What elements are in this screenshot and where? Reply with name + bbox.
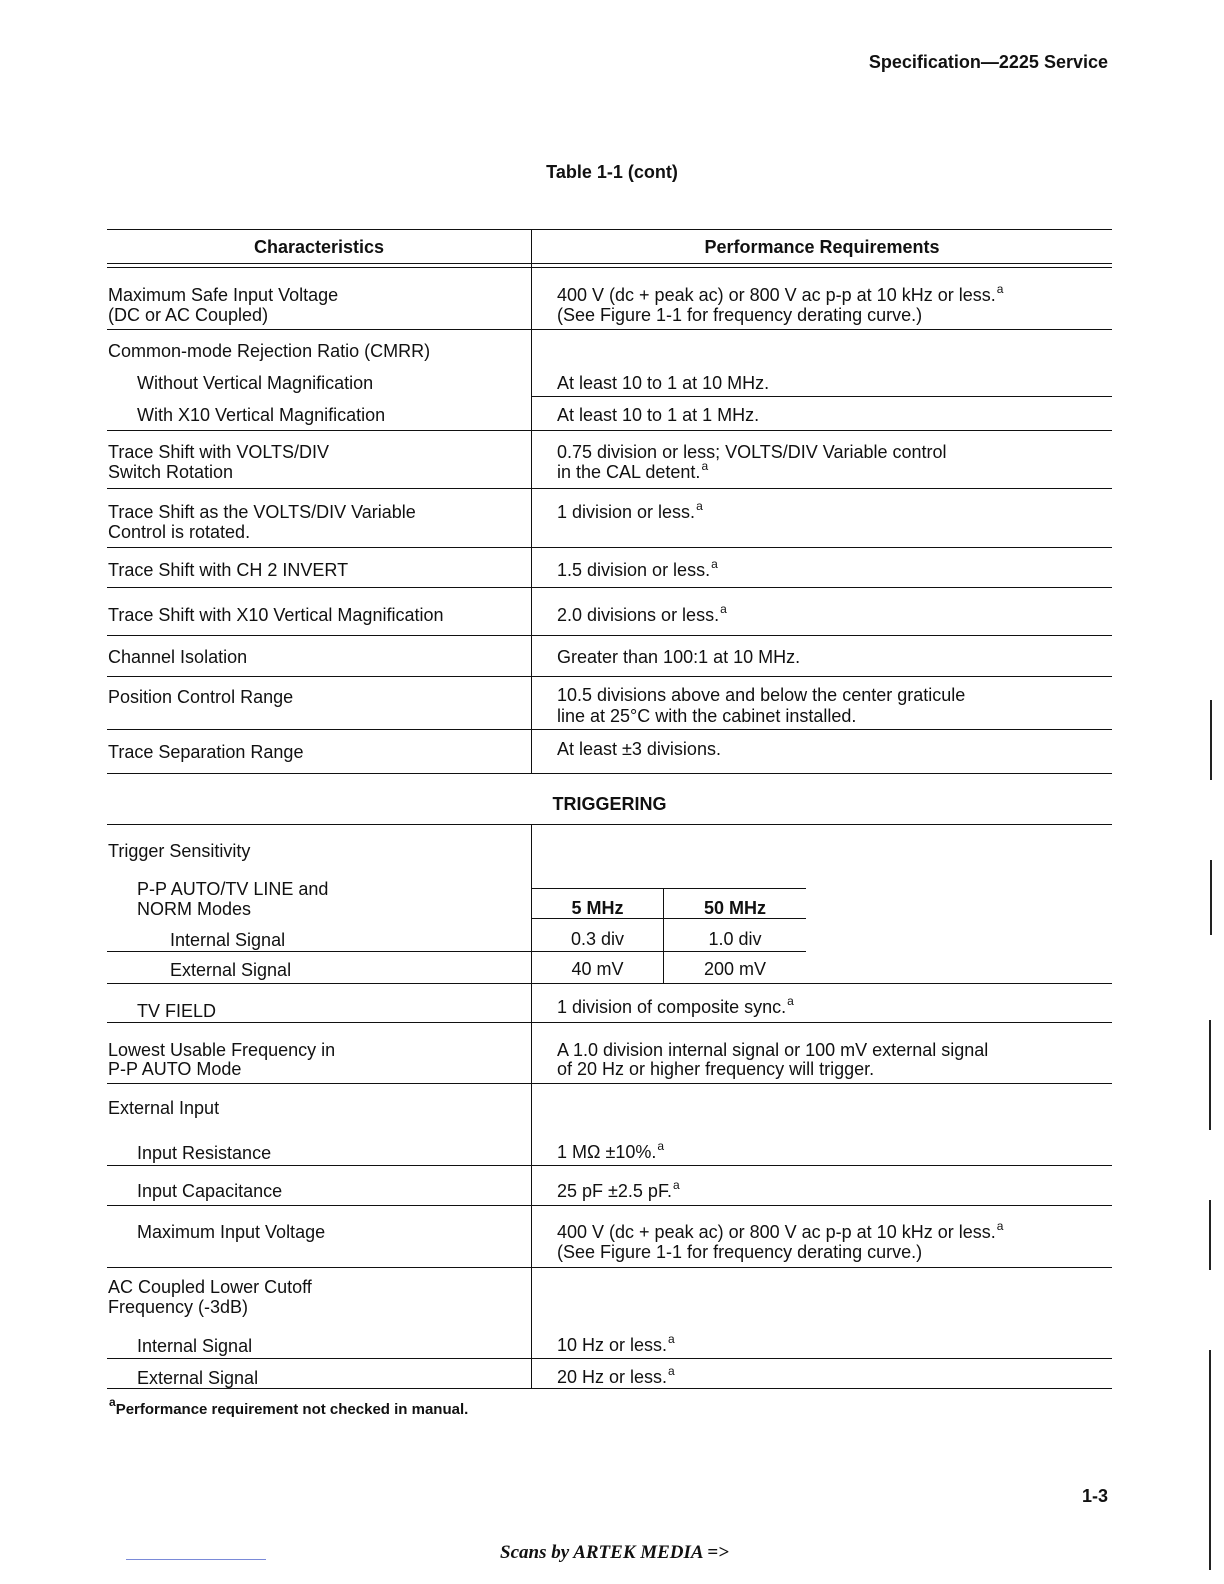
row-value-cmrr-without: At least 10 to 1 at 10 MHz. xyxy=(557,373,770,393)
table-title: Table 1-1 (cont) xyxy=(546,162,678,182)
cell-internal-50mhz: 1.0 div xyxy=(708,929,762,949)
row-label-trace-shift-volts-2: Switch Rotation xyxy=(108,462,234,482)
cell-external-50mhz: 200 mV xyxy=(703,959,767,979)
footnote-ref: a xyxy=(668,1332,675,1346)
row-label-tv-field: TV FIELD xyxy=(137,1001,217,1021)
row-label-cmrr-without: Without Vertical Magnification xyxy=(137,373,374,393)
footnote-ref: a xyxy=(696,499,703,513)
row-label-trigger-modes-1: P-P AUTO/TV LINE and xyxy=(137,879,329,899)
scan-edge-mark xyxy=(1210,700,1212,780)
column-header-requirements: Performance Requirements xyxy=(704,237,940,257)
footnote-ref: a xyxy=(787,994,794,1008)
footnote-ref: a xyxy=(668,1364,675,1378)
row-label-trace-shift-volts-1: Trace Shift with VOLTS/DIV xyxy=(108,442,330,462)
scan-link-underline xyxy=(126,1559,266,1560)
row-value-position-range-2: line at 25°C with the cabinet installed. xyxy=(557,706,857,726)
page-number: 1-3 xyxy=(1081,1486,1108,1506)
row-label-trace-shift-invert: Trace Shift with CH 2 INVERT xyxy=(108,560,349,580)
row-label-external-input: External Input xyxy=(108,1098,220,1118)
scan-edge-mark xyxy=(1209,1020,1211,1130)
row-value-lowest-freq-2: of 20 Hz or higher frequency will trigger. xyxy=(557,1059,875,1079)
row-value-trace-shift-invert: 1.5 division or less.$^a$ xyxy=(557,557,718,580)
row-label-input-capacitance: Input Capacitance xyxy=(137,1181,283,1201)
row-value-input-resistance: 1 MΩ ±10%.$^a$ xyxy=(557,1139,665,1162)
scan-credit: Scans by ARTEK MEDIA => xyxy=(500,1542,729,1563)
footnote: $^a$Performance requirement not checked in manual. xyxy=(109,1395,469,1418)
row-label-position-range: Position Control Range xyxy=(108,687,294,707)
cell-external-5mhz: 40 mV xyxy=(571,959,624,979)
row-label-lowest-freq-1: Lowest Usable Frequency in xyxy=(108,1040,336,1060)
footnote-ref: a xyxy=(996,282,1004,296)
row-label-ac-cutoff-external: External Signal xyxy=(137,1368,259,1388)
footnote-ref: a xyxy=(657,1139,665,1153)
row-label-trace-shift-variable-1: Trace Shift as the VOLTS/DIV Variable xyxy=(108,502,416,522)
row-label-trigger-external: External Signal xyxy=(170,960,292,980)
row-label-trace-shift-x10: Trace Shift with X10 Vertical Magnification xyxy=(108,605,444,625)
row-value-lowest-freq-1: A 1.0 division internal signal or 100 mV external signal xyxy=(557,1040,989,1060)
row-label-channel-isolation: Channel Isolation xyxy=(108,647,248,667)
row-value-trace-shift-x10: 2.0 divisions or less.$^a$ xyxy=(557,602,727,625)
row-label-trigger-internal: Internal Signal xyxy=(170,930,286,950)
row-label-trigger-modes-2: NORM Modes xyxy=(137,899,252,919)
scan-edge-mark xyxy=(1209,1200,1211,1270)
row-value-trace-shift-variable: 1 division or less.$^a$ xyxy=(557,499,703,522)
row-label-trace-separation: Trace Separation Range xyxy=(108,742,304,762)
row-label-ac-cutoff-2: Frequency (-3dB) xyxy=(108,1297,249,1317)
row-label-cmrr: Common-mode Rejection Ratio (CMRR) xyxy=(108,341,431,361)
row-label-ac-cutoff-internal: Internal Signal xyxy=(137,1336,253,1356)
row-value-max-input-voltage-2: (See Figure 1-1 for frequency derating curve.) xyxy=(557,1242,923,1262)
row-label-cmrr-with: With X10 Vertical Magnification xyxy=(137,405,386,425)
row-value-input-capacitance: 25 pF ±2.5 pF.$^a$ xyxy=(557,1178,680,1201)
footnote-ref: a xyxy=(996,1219,1004,1233)
cell-internal-5mhz: 0.3 div xyxy=(570,929,625,949)
row-value-trace-shift-volts-1: 0.75 division or less; VOLTS/DIV Variable control xyxy=(557,442,947,462)
row-label-max-safe-input-1: Maximum Safe Input Voltage xyxy=(108,285,339,305)
footnote-ref: a xyxy=(720,602,727,616)
row-label-trace-shift-variable-2: Control is rotated. xyxy=(108,522,251,542)
subcol-header-5mhz: 5 MHz xyxy=(571,898,624,918)
row-value-max-safe-input-1: 400 V (dc + peak ac) or 800 V ac p-p at 10 kHz or less.$^a$ xyxy=(557,282,1004,305)
scan-edge-mark xyxy=(1209,1350,1211,1570)
footnote-ref: a xyxy=(672,1178,680,1192)
row-value-channel-isolation: Greater than 100:1 at 10 MHz. xyxy=(557,647,801,667)
row-value-cmrr-with: At least 10 to 1 at 1 MHz. xyxy=(557,405,760,425)
row-value-max-input-voltage-1: 400 V (dc + peak ac) or 800 V ac p-p at 10 kHz or less.$^a$ xyxy=(557,1219,1004,1242)
scan-edge-mark xyxy=(1210,860,1212,935)
running-header: Specification—2225 Service xyxy=(868,52,1108,72)
column-header-characteristics: Characteristics xyxy=(253,237,385,257)
section-heading-triggering: TRIGGERING xyxy=(552,794,667,814)
footnote-ref: a xyxy=(701,459,709,473)
row-value-tv-field: 1 division of composite sync.$^a$ xyxy=(557,994,794,1017)
row-label-max-safe-input-2: (DC or AC Coupled) xyxy=(108,305,269,325)
row-label-lowest-freq-2: P-P AUTO Mode xyxy=(108,1059,242,1079)
row-value-trace-separation: At least ±3 divisions. xyxy=(557,739,721,759)
row-label-input-resistance: Input Resistance xyxy=(137,1143,272,1163)
row-value-max-safe-input-2: (See Figure 1-1 for frequency derating curve.) xyxy=(557,305,923,325)
row-label-max-input-voltage: Maximum Input Voltage xyxy=(137,1222,326,1242)
subcol-header-50mhz: 50 MHz xyxy=(703,898,766,918)
row-value-trace-shift-volts-2: in the CAL detent.$^a$ xyxy=(557,459,709,482)
footnote-ref: a xyxy=(711,557,718,571)
row-value-ac-cutoff-external: 20 Hz or less.$^a$ xyxy=(557,1364,675,1387)
row-value-ac-cutoff-internal: 10 Hz or less.$^a$ xyxy=(557,1332,675,1355)
row-label-trigger-sensitivity: Trigger Sensitivity xyxy=(108,841,251,861)
row-value-position-range-1: 10.5 divisions above and below the center graticule xyxy=(557,685,966,705)
row-label-ac-cutoff-1: AC Coupled Lower Cutoff xyxy=(108,1277,312,1297)
